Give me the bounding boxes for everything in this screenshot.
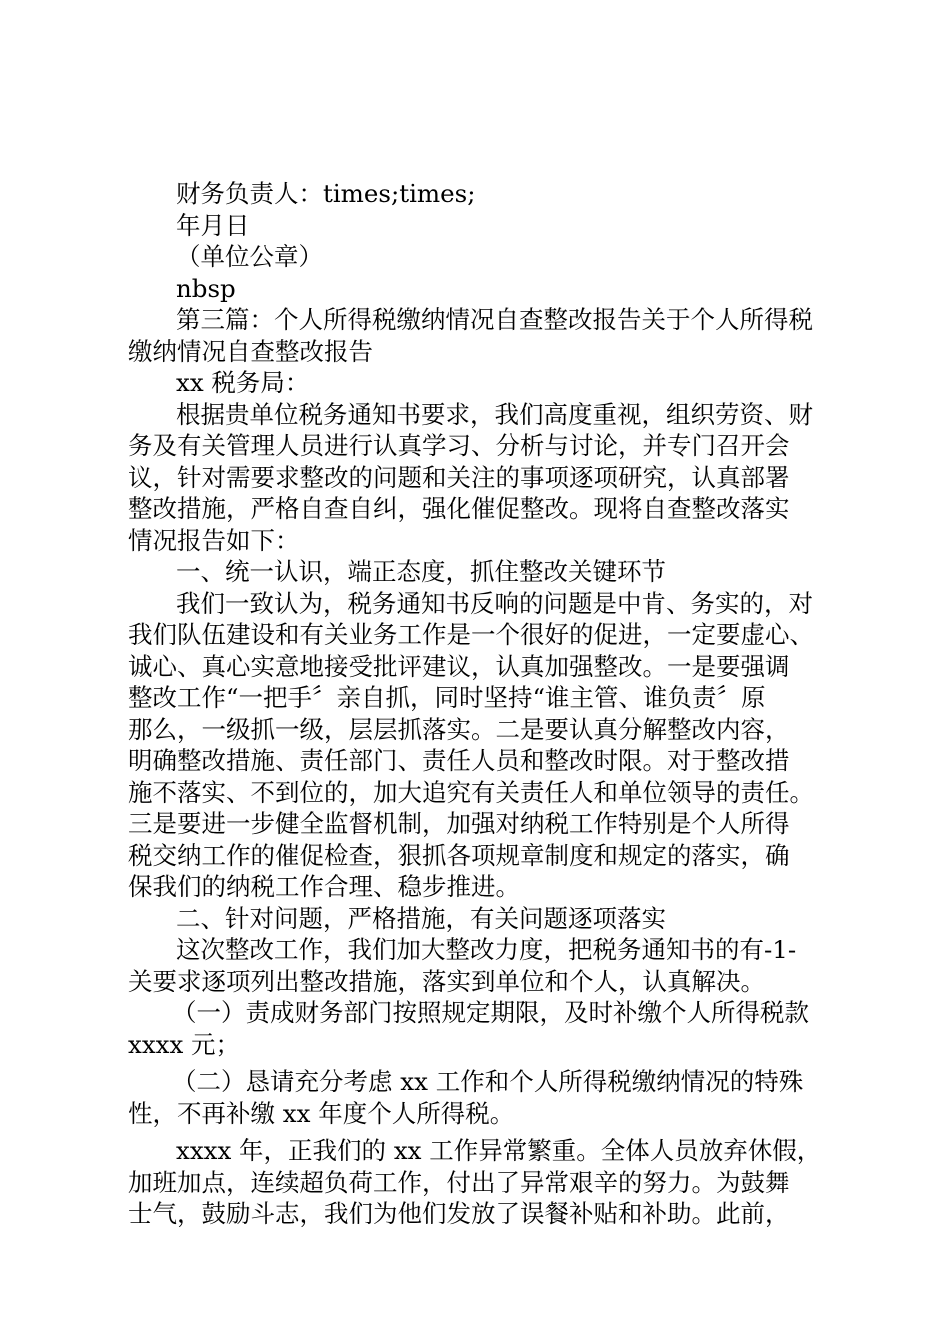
paragraph-line: 议，针对需要求整改的问题和关注的事项逐项研究，认真部署 [128,462,790,492]
paragraph-line: 整改工作“一把手〞亲自抓，同时坚持“谁主管、谁负责〞原 [128,683,766,712]
list-item-one: （一）责成财务部门按照规定期限，及时补缴个人所得税款 [172,998,809,1027]
heading-two: 二、针对问题，严格措施，有关问题逐项落实 [176,903,666,933]
date-line: 年月日 [176,210,250,240]
text-line: nbsp [176,273,236,303]
paragraph-line: 士气，鼓励斗志，我们为他们发放了误餐补贴和补助。此前， [128,1199,790,1228]
document-page [128,178,838,1230]
paragraph-line: 税交纳工作的催促检查，狠抓各项规章制度和规定的落实，确 [128,840,790,870]
paragraph-line: 明确整改措施、责任部门、责任人员和整改时限。对于整改措 [128,746,790,775]
heading-one: 一、统一认识，端正态度，抓住整改关键环节 [176,557,666,586]
list-item-two: （二）恳请充分考虑 xx 工作和个人所得税缴纳情况的特殊 [172,1067,804,1096]
addressee: xx 税务局： [176,368,310,397]
list-item-two-cont: 性，不再补缴 xx 年度个人所得税。 [128,1098,515,1128]
section-title: 第三篇：个人所得税缴纳情况自查整改报告关于个人所得税 [176,305,813,334]
paragraph-line: 整改措施，严格自查自纠，强化催促整改。现将自查整改落实 [128,494,790,523]
paragraph-line: 情况报告如下： [128,525,300,555]
paragraph-line: 加班加点，连续超负荷工作，付出了异常艰辛的努力。为鼓舞 [128,1167,790,1197]
paragraph-line: 务及有关管理人员进行认真学习、分析与讨论，并专门召开会 [128,431,790,460]
paragraph-line: 关要求逐项列出整改措施，落实到单位和个人，认真解决。 [128,966,765,996]
paragraph-line: 保我们的纳税工作合理、稳步推进。 [128,872,520,901]
paragraph-line: 三是要进一步健全监督机制，加强对纳税工作特别是个人所得 [128,809,790,838]
seal-line: （单位公章） [176,242,323,271]
paragraph-line: 这次整改工作，我们加大整改力度，把税务通知书的有-1- [176,935,797,964]
paragraph-line: 我们队伍建设和有关业务工作是一个很好的促进，一定要虚心、 [128,620,814,649]
paragraph-line: 施不落实、不到位的，加大追究有关责任人和单位领导的责任。 [128,777,814,807]
list-item-one-cont: xxxx 元； [128,1029,241,1059]
section-title-cont: 缴纳情况自查整改报告 [128,336,373,366]
paragraph-line: 那么，一级抓一级，层层抓落实。二是要认真分解整改内容， [128,714,790,744]
paragraph-line: 我们一致认为，税务通知书反响的问题是中肯、务实的，对 [176,588,813,618]
signature-line: 财务负责人：times;times; [176,179,476,208]
paragraph-line: 诚心、真心实意地接受批评建议，认真加强整改。一是要强调 [128,651,790,681]
paragraph-line: xxxx 年，正我们的 xx 工作异常繁重。全体人员放弃休假， [176,1136,822,1165]
paragraph-line: 根据贵单位税务通知书要求，我们高度重视，组织劳资、财 [176,399,813,429]
